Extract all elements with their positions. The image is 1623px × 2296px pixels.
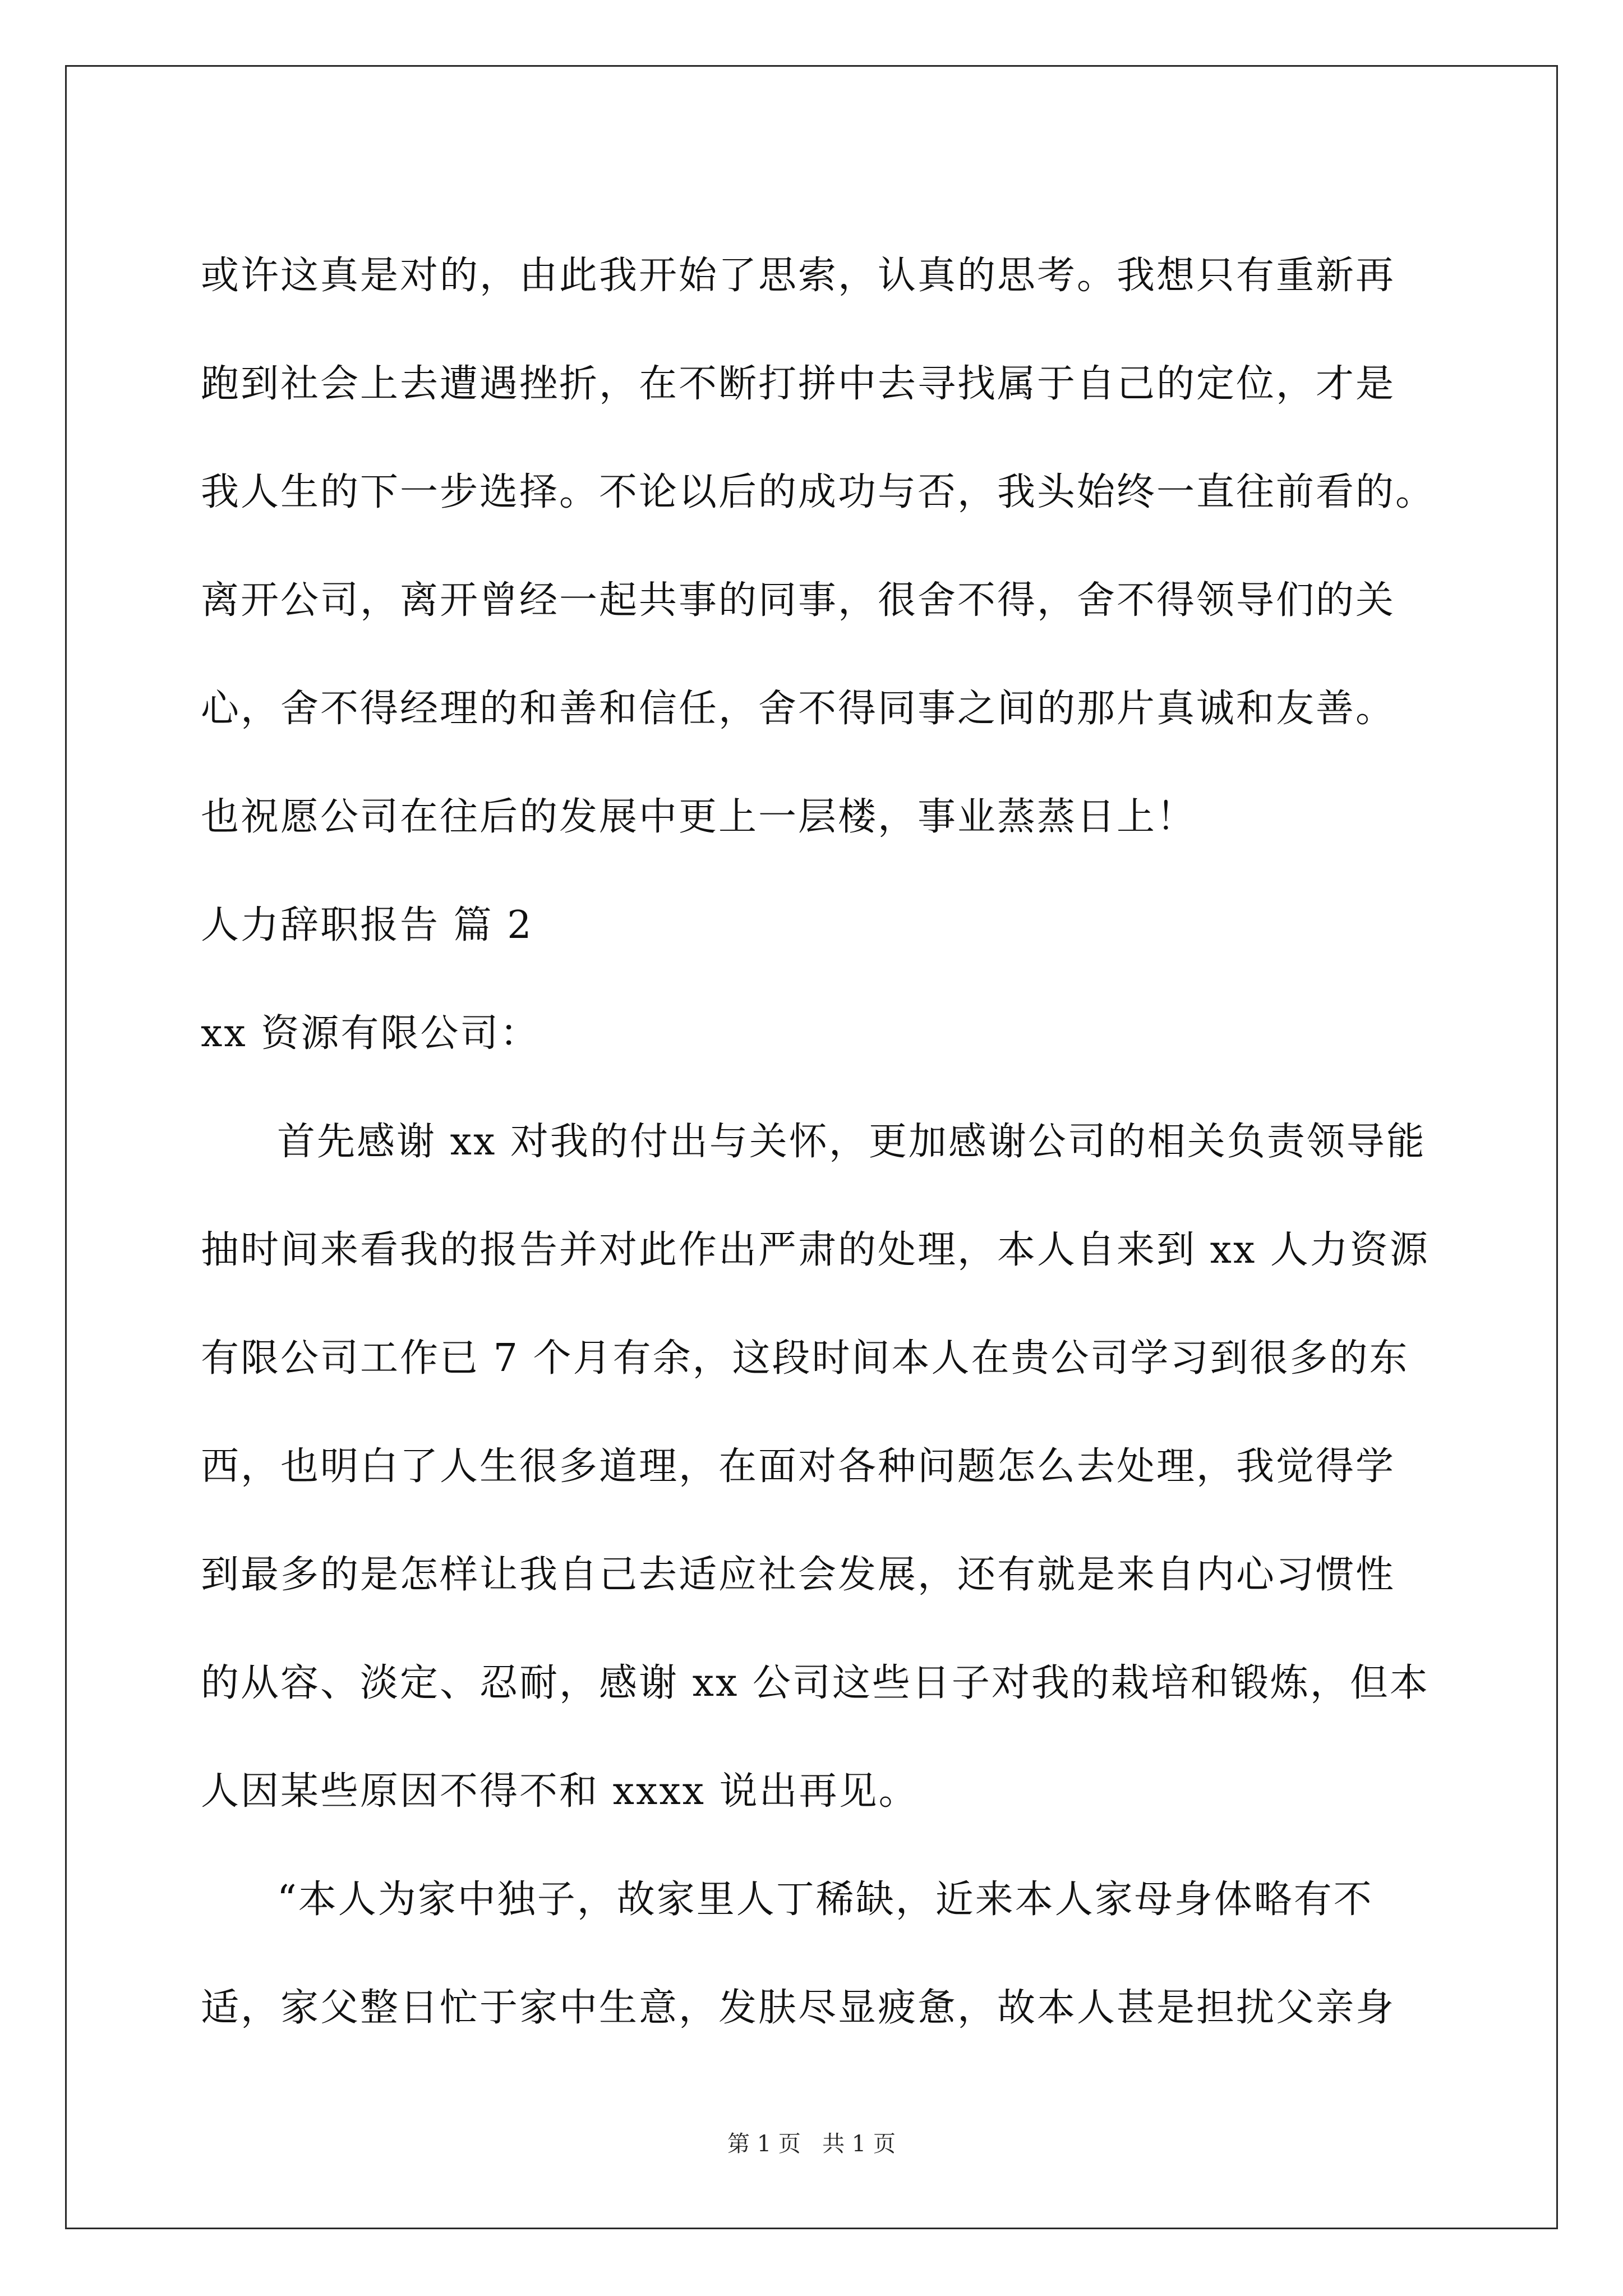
text-line: 有限公司工作已 7 个月有余，这段时间本人在贵公司学习到很多的东 [201,1336,1409,1381]
text-line: 到最多的是怎样让我自己去适应社会发展，还有就是来自内心习惯性 [201,1553,1396,1597]
text-line: 我人生的下一步选择。不论以后的成功与否，我头始终一直往前看的。 [201,470,1436,514]
text-line: 的从容、淡定、忍耐，感谢 xx 公司这些日子对我的栽培和锻炼，但本 [201,1661,1430,1705]
text-line: 人因某些原因不得不和 xxxx 说出再见。 [201,1769,919,1814]
text-line: 也祝愿公司在往后的发展中更上一层楼，事业蒸蒸日上！ [201,795,1197,839]
text-line: 抽时间来看我的报告并对此作出严肃的处理，本人自来到 xx 人力资源 [201,1228,1430,1272]
text-line: 离开公司，离开曾经一起共事的同事，很舍不得，舍不得领导们的关 [201,578,1396,623]
page-footer: 第 1 页 共 1 页 [727,2131,896,2157]
document-body [201,222,1435,2062]
text-line: 或许这真是对的，由此我开始了思索，认真的思考。我想只有重新再 [201,254,1396,298]
text-line: 适，家父整日忙于家中生意，发肤尽显疲惫，故本人甚是担扰父亲身 [201,1986,1396,2030]
text-line: 心，舍不得经理的和善和信任，舍不得同事之间的那片真诚和友善。 [201,687,1396,731]
section-heading: 人力辞职报告 篇 2 [201,903,533,947]
paragraph-start: 首先感谢 xx 对我的付出与关怀，更加感谢公司的相关负责领导能 [277,1120,1426,1164]
text-line: 西，也明白了人生很多道理，在面对各种问题怎么去处理，我觉得学 [201,1444,1396,1489]
salutation: xx 资源有限公司： [201,1011,540,1056]
text-line: 跑到社会上去遭遇挫折，在不断打拼中去寻找属于自己的定位，才是 [201,362,1396,406]
paragraph-start: “本人为家中独子，故家里人丁稀缺，近来本人家母身体略有不 [277,1878,1373,1922]
